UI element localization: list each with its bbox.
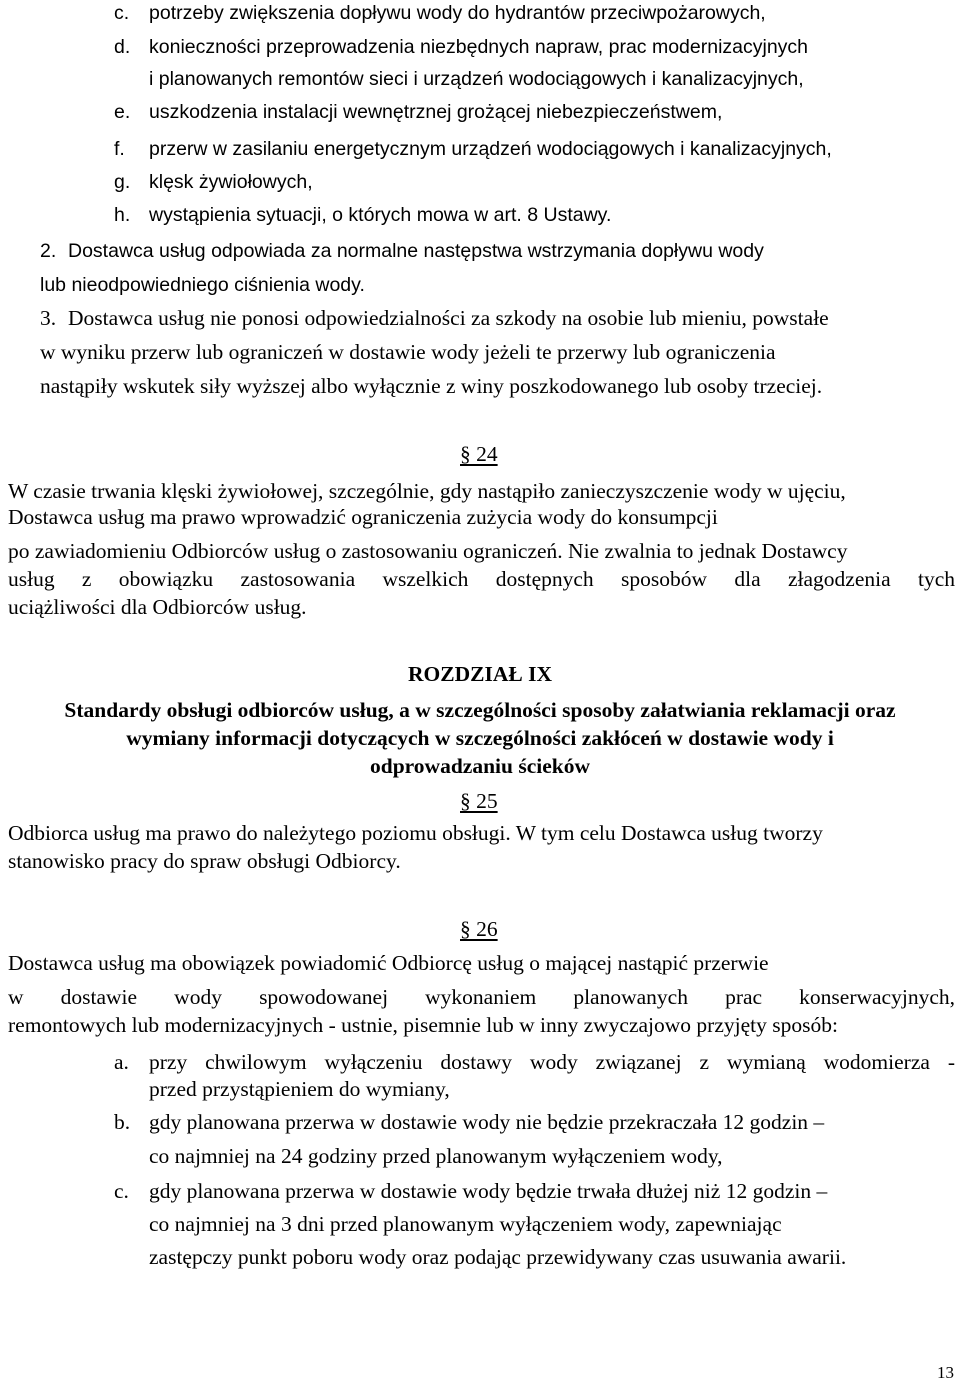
list-item-text: przed przystąpieniem do wymiany, bbox=[149, 1077, 450, 1101]
paragraph-line: w wyniku przerw lub ograniczeń w dostawie wody jeżeli te przerwy lub ograniczenia bbox=[40, 340, 776, 364]
paragraph-line: Odbiorca usług ma prawo do należytego poziomu obsługi. W tym celu Dostawca usług tworzy bbox=[8, 821, 823, 845]
section-heading: § 24 bbox=[460, 442, 498, 466]
paragraph-line: Dostawca usług nie ponosi odpowiedzialności za szkody na osobie lub mieniu, powstałe bbox=[68, 306, 829, 330]
list-marker: d. bbox=[114, 36, 131, 58]
list-marker: g. bbox=[114, 171, 131, 193]
point-marker: 3. bbox=[40, 306, 57, 330]
list-marker: e. bbox=[114, 101, 131, 123]
list-item-text: gdy planowana przerwa w dostawie wody będzie trwała dłużej niż 12 godzin – bbox=[149, 1179, 828, 1203]
list-marker: c. bbox=[114, 1179, 129, 1203]
list-item-text: klęsk żywiołowych, bbox=[149, 171, 313, 193]
chapter-title: ROZDZIAŁ IX bbox=[408, 662, 552, 686]
paragraph-line: po zawiadomieniu Odbiorców usług o zastosowaniu ograniczeń. Nie zwalnia to jednak Dostawcy bbox=[8, 539, 848, 563]
paragraph-line: stanowisko pracy do spraw obsługi Odbiorcy. bbox=[8, 849, 401, 873]
chapter-subtitle: wymiany informacji dotyczących w szczególności zakłóceń w dostawie wody i bbox=[126, 726, 834, 750]
paragraph-line: Dostawca usług ma prawo wprowadzić ograniczenia zużycia wody do konsumpcji bbox=[8, 505, 718, 529]
paragraph-line: usług z obowiązku zastosowania wszelkich dostępnych sposobów dla złagodzenia tych bbox=[8, 567, 955, 591]
page-number: 13 bbox=[937, 1363, 954, 1382]
list-item-text: gdy planowana przerwa w dostawie wody nie będzie przekraczała 12 godzin – bbox=[149, 1110, 825, 1134]
section-heading: § 25 bbox=[460, 789, 498, 813]
list-marker: a. bbox=[114, 1050, 129, 1074]
paragraph-line: w dostawie wody spowodowanej wykonaniem planowanych prac konserwacyjnych, bbox=[8, 985, 955, 1009]
section-heading: § 26 bbox=[460, 917, 498, 941]
paragraph-line: Dostawca usług odpowiada za normalne następstwa wstrzymania dopływu wody bbox=[68, 240, 764, 262]
paragraph-line: remontowych lub modernizacyjnych - ustnie, pisemnie lub w inny zwyczajowo przyjęty sposób: bbox=[8, 1013, 838, 1037]
paragraph-line: Dostawca usług ma obowiązek powiadomić Odbiorcę usług o mającej nastąpić przerwie bbox=[8, 951, 769, 975]
list-marker: h. bbox=[114, 204, 131, 226]
list-item-text: zastępczy punkt poboru wody oraz podając przewidywany czas usuwania awarii. bbox=[149, 1245, 847, 1269]
list-item-text: wystąpienia sytuacji, o których mowa w art. 8 Ustawy. bbox=[149, 204, 612, 226]
list-marker: c. bbox=[114, 2, 130, 24]
paragraph-line: uciążliwości dla Odbiorców usług. bbox=[8, 595, 307, 619]
list-item-text: konieczności przeprowadzenia niezbędnych napraw, prac modernizacyjnych bbox=[149, 36, 809, 58]
list-item-text: potrzeby zwiększenia dopływu wody do hydrantów przeciwpożarowych, bbox=[149, 2, 766, 24]
list-item-text: uszkodzenia instalacji wewnętrznej grożącej niebezpieczeństwem, bbox=[149, 101, 723, 123]
list-item-text: co najmniej na 3 dni przed planowanym wyłączeniem wody, zapewniając bbox=[149, 1212, 782, 1236]
list-marker: f. bbox=[114, 138, 125, 160]
paragraph-line: nastąpiły wskutek siły wyższej albo wyłącznie z winy poszkodowanego lub osoby trzeciej. bbox=[40, 374, 823, 398]
point-marker: 2. bbox=[40, 240, 57, 262]
chapter-subtitle: odprowadzaniu ścieków bbox=[369, 754, 591, 778]
list-item-text: i planowanych remontów sieci i urządzeń wodociągowych i kanalizacyjnych, bbox=[149, 68, 804, 90]
list-item-text: przy chwilowym wyłączeniu dostawy wody związanej z wymianą wodomierza - bbox=[149, 1050, 955, 1074]
paragraph-line: W czasie trwania klęski żywiołowej, szczególnie, gdy nastąpiło zanieczyszczenie wody w ujęciu, bbox=[8, 479, 846, 503]
list-item-text: co najmniej na 24 godziny przed planowanym wyłączeniem wody, bbox=[149, 1144, 723, 1168]
list-item-text: przerw w zasilaniu energetycznym urządzeń wodociągowych i kanalizacyjnych, bbox=[149, 138, 832, 160]
paragraph-line: lub nieodpowiedniego ciśnienia wody. bbox=[40, 274, 365, 296]
list-marker: b. bbox=[114, 1110, 131, 1134]
chapter-subtitle: Standardy obsługi odbiorców usług, a w szczególności sposoby załatwiania reklamacji oraz bbox=[64, 698, 896, 722]
